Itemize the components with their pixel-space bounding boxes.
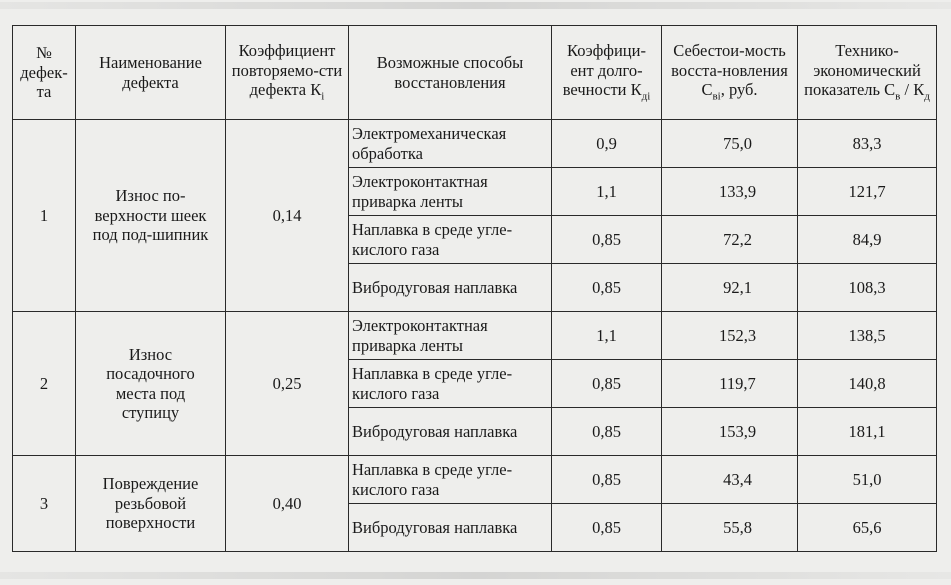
repeat-coefficient: 0,25 <box>226 312 349 456</box>
tech-economic-index: 108,3 <box>798 264 937 312</box>
defect-name <box>76 456 226 552</box>
durability-coefficient: 0,85 <box>552 216 662 264</box>
header-defect-number: № дефек-та <box>13 26 76 120</box>
header-restoration-cost: Себестои-мость восста-новления $С_{вi}$, руб. <box>662 26 798 120</box>
durability-coefficient: 0,85 <box>552 264 662 312</box>
restoration-cost: 92,1 <box>662 264 798 312</box>
durability-coefficient: 0,85 <box>552 456 662 504</box>
restoration-method: Вибродуговая наплавка <box>349 408 552 456</box>
tech-economic-index: 138,5 <box>798 312 937 360</box>
header-defect-name: Наименование дефекта <box>76 26 226 120</box>
tech-economic-index: 83,3 <box>798 120 937 168</box>
repeat-coefficient: 0,40 <box>226 456 349 552</box>
durability-coefficient: 0,85 <box>552 360 662 408</box>
restoration-method: Электроконтактная приварка ленты <box>349 312 552 360</box>
tech-economic-index: 84,9 <box>798 216 937 264</box>
defect-name-text: Повреждение резьбовой поверхности <box>102 474 199 533</box>
tech-economic-index: 121,7 <box>798 168 937 216</box>
restoration-cost: 75,0 <box>662 120 798 168</box>
durability-coefficient: 0,85 <box>552 504 662 552</box>
defect-name-text: Износ посадочного места под ступицу <box>106 344 195 422</box>
durability-coefficient: 1,1 <box>552 168 662 216</box>
restoration-cost: 133,9 <box>662 168 798 216</box>
repeat-coefficient: 0,14 <box>226 120 349 312</box>
scan-artifact <box>0 2 951 9</box>
header-tech-economic-index: Технико-экономический показатель $С_в / К_д$ <box>798 26 937 120</box>
header-repeat-coefficient: Коэффициент повторяемо-сти дефекта $К_i$ <box>226 26 349 120</box>
restoration-method: Вибродуговая наплавка <box>349 504 552 552</box>
table-body <box>13 120 937 552</box>
defect-number: 1 <box>13 120 76 312</box>
header-durability-coefficient: Коэффици-ент долго-вечности $К_{дi}$ <box>552 26 662 120</box>
restoration-cost: 55,8 <box>662 504 798 552</box>
defect-name <box>76 312 226 456</box>
restoration-method: Электромеханическая обработка <box>349 120 552 168</box>
table-row <box>13 312 937 360</box>
table-row <box>13 456 937 504</box>
defect-number: 2 <box>13 312 76 456</box>
restoration-cost: 152,3 <box>662 312 798 360</box>
tech-economic-index: 181,1 <box>798 408 937 456</box>
restoration-cost: 153,9 <box>662 408 798 456</box>
restoration-cost: 72,2 <box>662 216 798 264</box>
restoration-method: Наплавка в среде угле-кислого газа <box>349 456 552 504</box>
restoration-method: Наплавка в среде угле-кислого газа <box>349 360 552 408</box>
tech-economic-index: 65,6 <box>798 504 937 552</box>
defect-name <box>76 120 226 312</box>
table-row <box>13 120 937 168</box>
durability-coefficient: 1,1 <box>552 312 662 360</box>
defect-number: 3 <box>13 456 76 552</box>
header-restoration-methods: Возможные способы восстановления <box>349 26 552 120</box>
table-header <box>13 26 937 120</box>
restoration-method: Наплавка в среде угле-кислого газа <box>349 216 552 264</box>
restoration-method: Электроконтактная приварка ленты <box>349 168 552 216</box>
tech-economic-index: 51,0 <box>798 456 937 504</box>
restoration-cost: 43,4 <box>662 456 798 504</box>
scan-artifact <box>0 572 951 579</box>
defects-table <box>12 25 937 552</box>
tech-economic-index: 140,8 <box>798 360 937 408</box>
durability-coefficient: 0,9 <box>552 120 662 168</box>
restoration-cost: 119,7 <box>662 360 798 408</box>
defect-name-text: Износ по-верхности шеек под под-шипник <box>92 186 209 245</box>
restoration-method: Вибродуговая наплавка <box>349 264 552 312</box>
durability-coefficient: 0,85 <box>552 408 662 456</box>
